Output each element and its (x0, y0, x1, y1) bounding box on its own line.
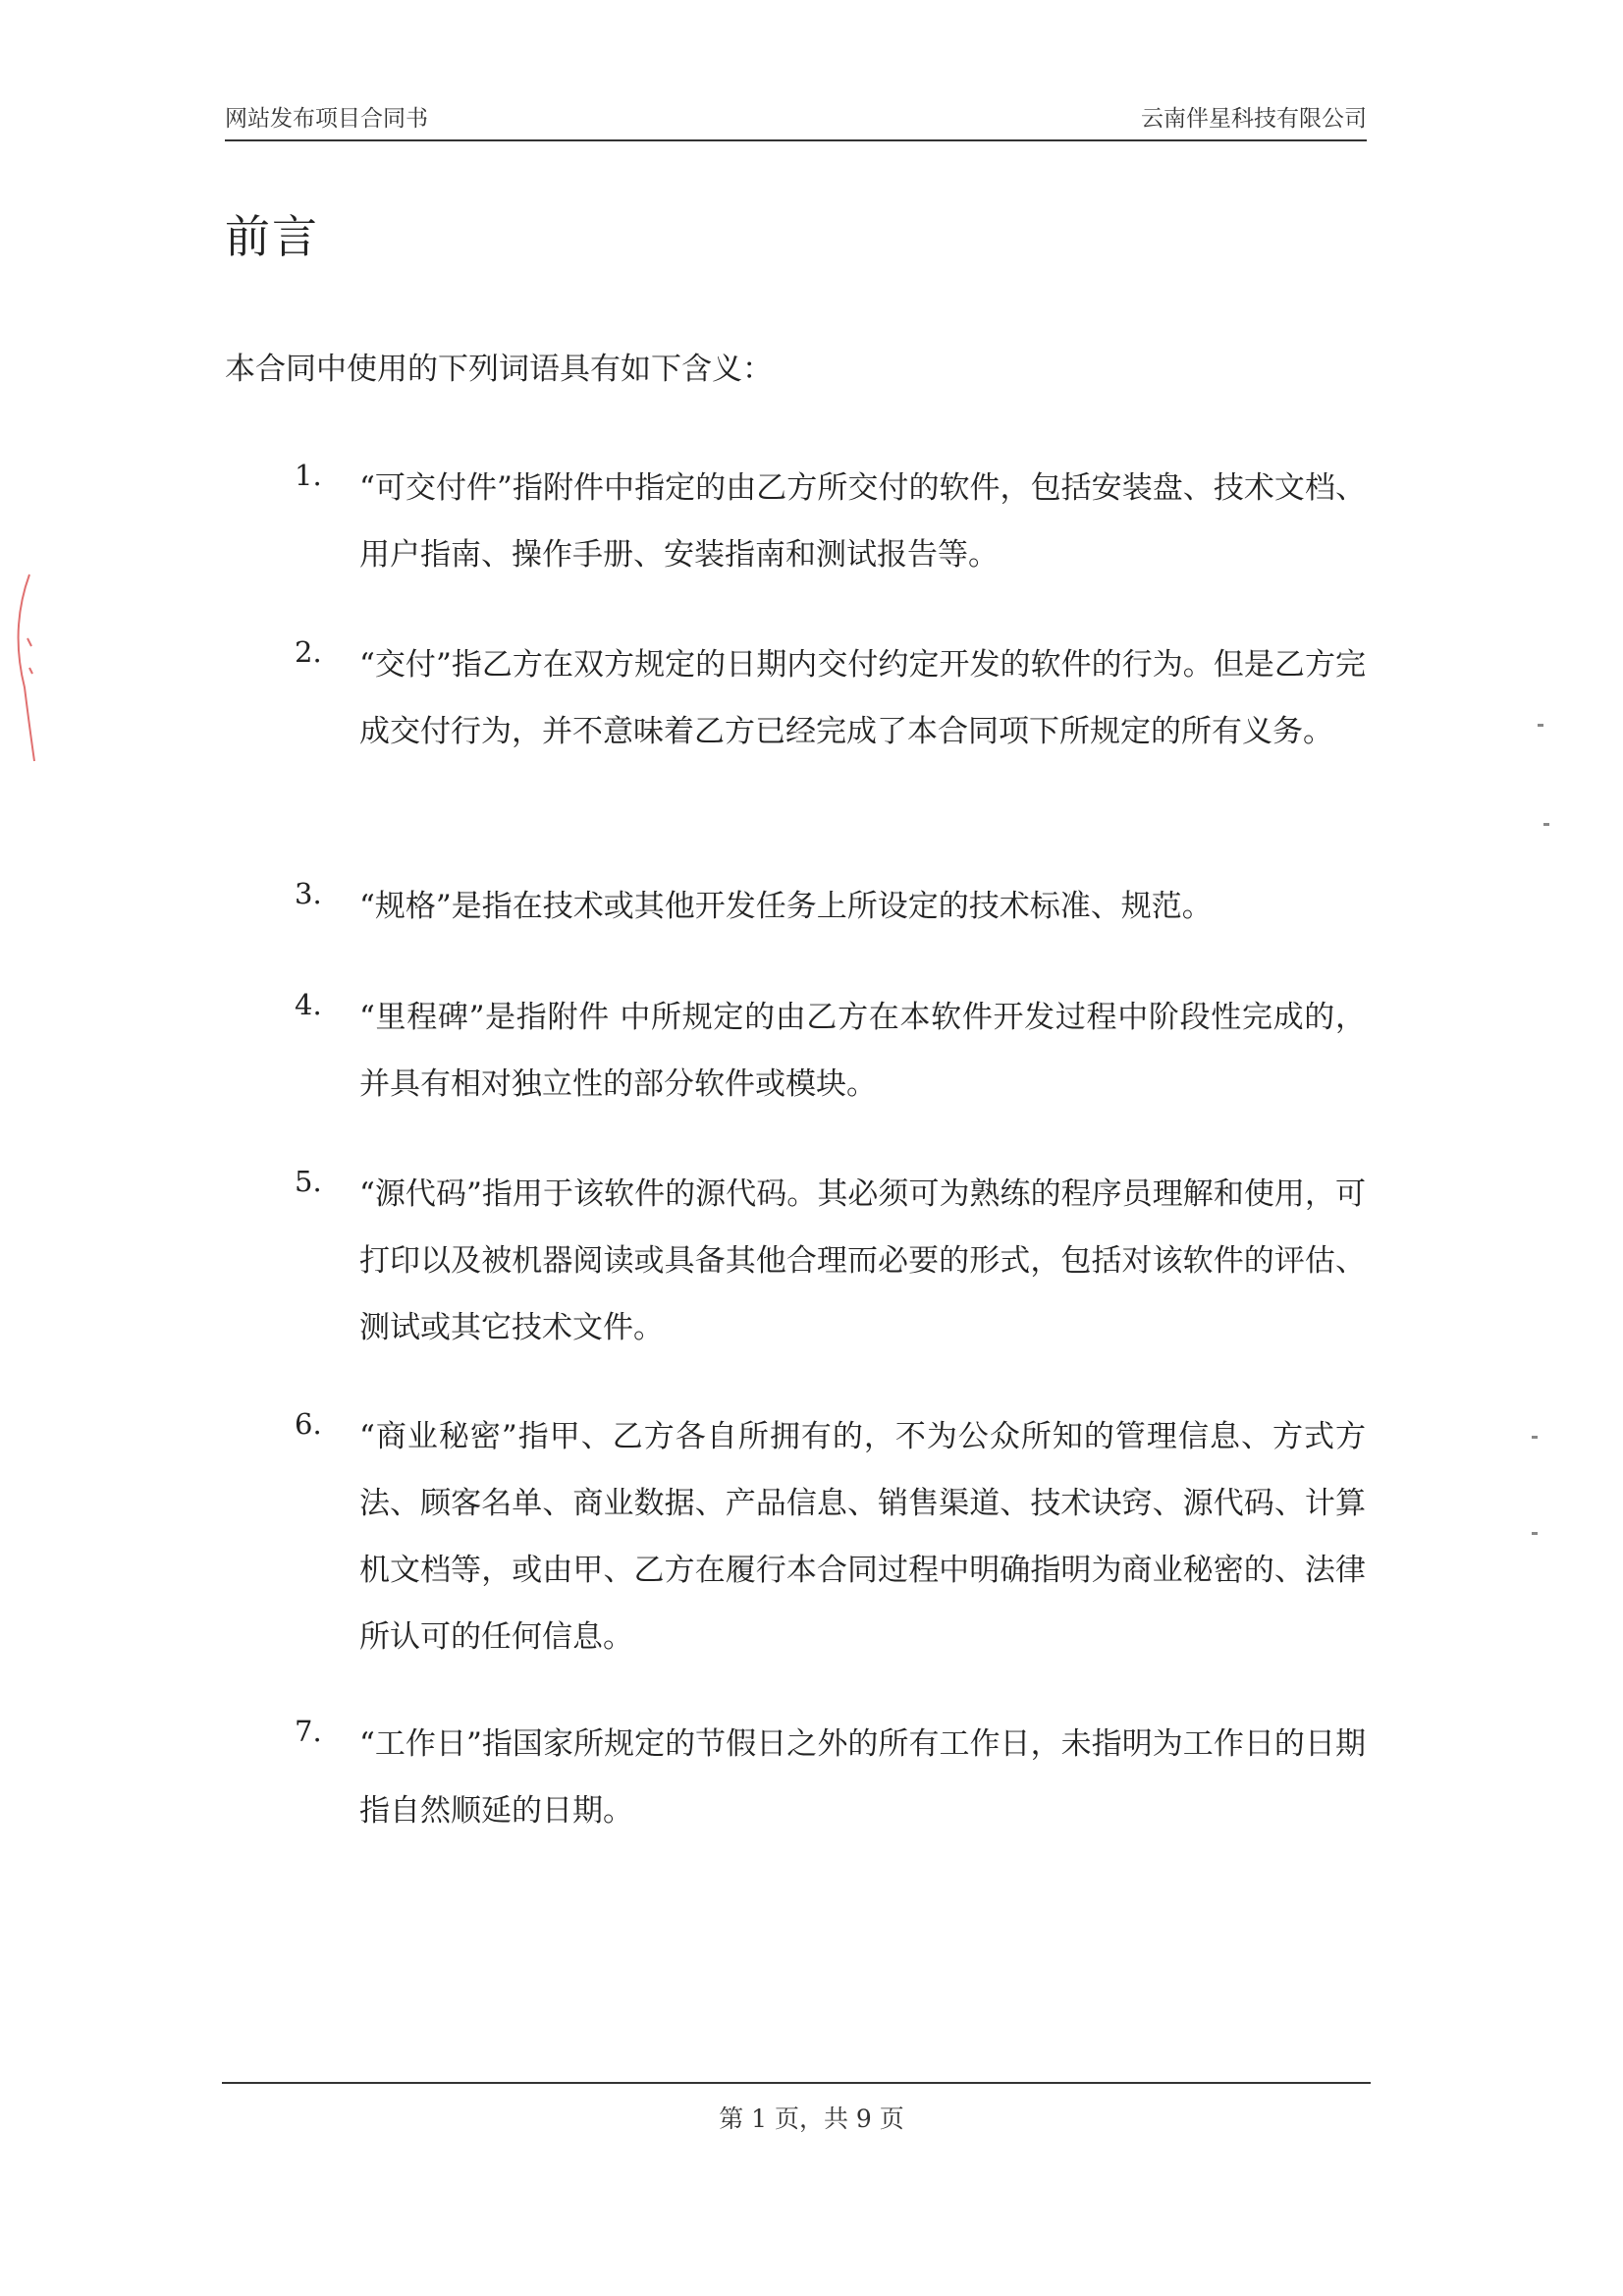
page-number: 第 1 页，共 9 页 (719, 2105, 904, 2133)
definition-number: 5. (295, 1165, 322, 1198)
definition-text: “可交付件”指附件中指定的由乙方所交付的软件，包括安装盘、技术文档、用户指南、操作手册、安装指南和测试报告等。 (359, 470, 1366, 573)
definition-number: 7. (295, 1715, 322, 1748)
definition-number: 6. (295, 1407, 322, 1441)
definition-text: “规格”是指在技术或其他开发任务上所设定的技术标准、规范。 (359, 889, 1213, 924)
scan-speck (1538, 724, 1543, 727)
definition-text: “交付”指乙方在双方规定的日期内交付约定开发的软件的行为。但是乙方完成交付行为，并不意味着乙方已经完成了本合同项下所规定的所有义务。 (359, 647, 1366, 749)
definition-text: “里程碑”是指附件 中所规定的由乙方在本软件开发过程中阶段性完成的，并具有相对独立性的部分软件或模块。 (359, 1000, 1366, 1102)
definition-number: 1. (295, 459, 322, 492)
scan-speck (1532, 1436, 1538, 1439)
definition-number: 2. (295, 635, 322, 669)
header-document-title: 网站发布项目合同书 (225, 106, 428, 132)
header-company-name: 云南伴星科技有限公司 (1141, 106, 1367, 132)
red-stamp-fragment (0, 570, 39, 766)
definition-number: 4. (295, 988, 322, 1021)
section-title: 前言 (225, 210, 319, 263)
page-header (225, 100, 1367, 141)
definition-text: “工作日”指国家所规定的节假日之外的所有工作日，未指明为工作日的日期指自然顺延的日期。 (359, 1726, 1366, 1829)
definition-text: “商业秘密”指甲、乙方各自所拥有的，不为公众所知的管理信息、方式方法、顾客名单、商业数据、产品信息、销售渠道、技术诀窍、源代码、计算机文档等，或由甲、乙方在履行本合同过程中明确指明为商业秘密的、法律所认可的任何信息。 (359, 1419, 1366, 1655)
scan-speck (1543, 823, 1549, 826)
intro-paragraph: 本合同中使用的下列词语具有如下含义： (225, 352, 773, 387)
definition-number: 3. (295, 877, 322, 910)
definition-text: “源代码”指用于该软件的源代码。其必须可为熟练的程序员理解和使用，可打印以及被机器阅读或具备其他合理而必要的形式，包括对该软件的评估、测试或其它技术文件。 (359, 1176, 1366, 1345)
footer-divider (222, 2082, 1371, 2084)
scan-speck (1532, 1532, 1538, 1535)
